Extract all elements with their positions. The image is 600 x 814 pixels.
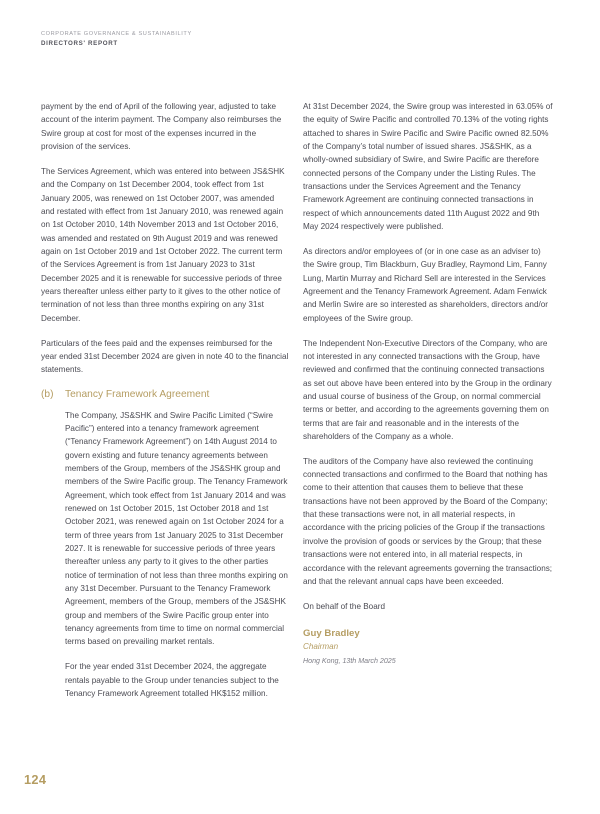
subsection-marker: (b) xyxy=(41,389,54,401)
subsection-tenancy-framework-agreement xyxy=(41,388,289,700)
column-right xyxy=(303,100,553,667)
paragraph: The auditors of the Company have also reviewed the continuing connected transactions and confirmed to the Board that nothing has come to their attention that causes them to believe that these transactions have not been approved by the Board of the Company; that these transactions were not, in all material respects, in accordance with the pricing policies of the Group if the transactions involve the provision of goods or services by the Group; that these transactions were not entered into, in all material respects, in accordance with the relevant agreements governing the transactions; and that the relevant annual caps have been exceeded. xyxy=(303,456,553,586)
signatory-name: Guy Bradley xyxy=(303,628,360,640)
signatory-title: Chairman xyxy=(303,642,339,652)
signature-block xyxy=(303,627,553,667)
paragraph: At 31st December 2024, the Swire group was interested in 63.05% of the equity of Swire Pacific and controlled 70.13% of the voting rights attached to shares in Swire Pacific and Swire Pacific owned 82.50% of the Company’s total number of issued shares. JS&SHK, as a wholly-owned subsidiary of Swire, and Swire Pacific are therefore connected persons of the Company under the Listing Rules. The transactions under the Services Agreement and the Tenancy Framework Agreement are continuing connected transactions in respect of which announcements dated 11th August 2022 and 9th May 2024 respectively were published. xyxy=(303,102,553,232)
paragraph: payment by the end of April of the following year, adjusted to take account of the interim payment. The Company also reimburses the Swire group at cost for most of the expenses incurred in the provision of the services. xyxy=(41,102,282,152)
running-header-title: DIRECTORS' REPORT xyxy=(41,40,118,47)
signature-place-date: Hong Kong, 13th March 2025 xyxy=(303,657,396,666)
paragraph: The Company, JS&SHK and Swire Pacific Limited (“Swire Pacific”) entered into a tenancy framework agreement (“Tenancy Framework Agreement”) on 14th August 2014 to govern existing and future tenancy agreements between members of the Group, members of the JS&SHK group and members of the Swire Pacific group. The Tenancy Framework Agreement, which took effect from 1st January 2014 and was renewed on 1st October 2015, 1st October 2018 and 1st October 2021, was renewed again on 1st October 2024 for a term of three years from 1st January 2025 to 31st December 2027. It is renewable for successive periods of three years thereafter unless any party to it gives to the other parties notice of termination of not less than three months expiring on any 31st December. Pursuant to the Tenancy Framework Agreement, members of the Group, members of the JS&SHK group and members of the Swire Pacific group enter into tenancy agreements from time to time on normal commercial terms based on prevailing market rentals. xyxy=(65,410,288,647)
subsection-body xyxy=(41,409,289,701)
paragraph: For the year ended 31st December 2024, the aggregate rentals payable to the Group under tenancies subject to the Tenancy Framework Agreement totalled HK$152 million. xyxy=(65,662,279,698)
paragraph: Particulars of the fees paid and the expenses reimbursed for the year ended 31st December 2024 are given in note 40 to the financial statements. xyxy=(41,338,289,375)
column-left xyxy=(41,100,289,700)
page-number: 124 xyxy=(24,772,47,787)
paragraph: The Independent Non-Executive Directors of the Company, who are not interested in any connected transactions with the Group, have reviewed and confirmed that the continuing connected transactions as set out above have been entered into by the Group in the ordinary and usual course of business of the Group, on normal commercial terms or better, and according to the agreements governing them on terms that are fair and reasonable and in the interests of the shareholders of the Company as a whole. xyxy=(303,338,552,441)
subsection-heading xyxy=(41,388,289,402)
running-header-eyebrow: CORPORATE GOVERNANCE & SUSTAINABILITY xyxy=(41,31,192,37)
subsection-heading-text: Tenancy Framework Agreement xyxy=(65,389,210,401)
paragraph: As directors and/or employees of (or in one case as an adviser to) the Swire group, Tim Blackburn, Guy Bradley, Raymond Lim, Fanny Lung, Martin Murray and Richard Sell are interested in the Services Agreement and the Tenancy Framework Agreement. Adam Fenwick and Merlin Swire are so interested as shareholders, directors and/or employees of the Swire group. xyxy=(303,246,549,323)
on-behalf-of-board-line: On behalf of the Board xyxy=(303,601,385,611)
running-header xyxy=(41,30,441,49)
paragraph: The Services Agreement, which was entered into between JS&SHK and the Company on 1st December 2004, took effect from 1st January 2005, was renewed on 1st October 2007, was amended and restated with effect from 1st January 2010, was renewed again on 1st October 2010, 14th November 2013 and 1st October 2016, was amended and restated on 9th August 2019 and was renewed again on 1st October 2019 and 1st October 2022. The current term of the Services Agreement is from 1st January 2023 to 31st December 2025 and it is renewable for successive periods of three years thereafter unless either party to it gives to the other notice of termination of not less than three months expiring on any 31st December. xyxy=(41,166,285,323)
